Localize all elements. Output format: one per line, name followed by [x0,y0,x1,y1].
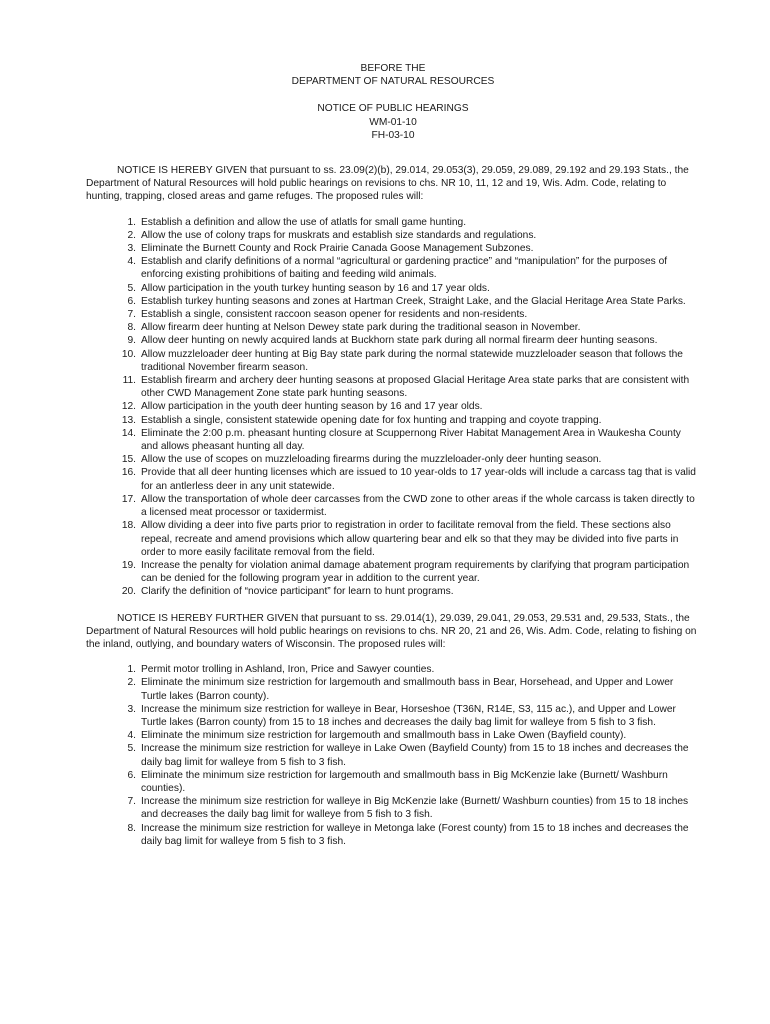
section1-item-number: 18. [121,520,136,532]
section1-item-text: Increase the penalty for violation animal damage abatement program requirements by clarifying that program participation can be denied for the following program year in addition to the current year. [141,559,690,585]
section2-item-text: Increase the minimum size restriction for walleye in Metonga lake (Forest county) from 15 to 18 inches and decreases the daily bag limit for walleye from 5 fish to 3 fish. [141,822,689,847]
section1-item-number: 14. [121,427,136,439]
section2-intro: NOTICE IS HEREBY FURTHER GIVEN that pursuant to ss. 29.014(1), 29.039, 29.041, 29.053, 29.531 and, 29.533, Stats., the Department of Natural Resources will hold public hearings on revisions to chs. NR 20, 21 and 26, Wis. Adm. Code, relating to fishing on the inland, outlying, and boundary waters of Wisconsin. The proposed rules will: [86,612,697,650]
section2-item-number: 2. [127,677,136,689]
section1-item [86,334,700,347]
section1-item-number: 15. [121,454,136,466]
section1-item [86,374,700,400]
section1-item-number: 7. [127,309,136,321]
section2-item-text: Permit motor trolling in Ashland, Iron, Price and Sawyer counties. [141,664,435,676]
section1-item-number: 9. [127,335,136,347]
section2-item-number: 1. [127,664,136,676]
section1-item-text: Allow participation in the youth turkey hunting season by 16 and 17 year olds. [141,282,490,294]
heading-docket-fh: FH-03-10 [371,129,415,141]
section2-item-text: Eliminate the minimum size restriction for largemouth and smallmouth bass in Big McKenzie lake (Burnett/ Washburn counties). [141,769,668,794]
heading-docket-wm: WM-01-10 [369,116,417,128]
section1-item [86,453,700,466]
section1-item-number: 5. [127,282,136,294]
section1-item-text: Allow deer hunting on newly acquired lands at Buckhorn state park during all normal firearm deer hunting seasons. [141,335,658,347]
section1-item-number: 3. [127,243,136,255]
section1-item [86,308,700,321]
section2-item [86,729,700,742]
section1-item [86,229,700,242]
section2-item [86,742,700,768]
section2-item-number: 3. [127,703,136,715]
section2-item-text: Eliminate the minimum size restriction for largemouth and smallmouth bass in Bear, Horsehead, and Upper and Lower Turtle lakes (Barron county). [141,677,674,702]
section1-item-number: 1. [127,216,136,228]
section2-item-number: 5. [127,743,136,755]
section1-item-number: 4. [127,256,136,268]
section1-item [86,255,700,281]
section2-item [86,769,700,795]
section1-item [86,321,700,334]
section2-item-number: 6. [127,769,136,781]
section2-item-text: Increase the minimum size restriction for walleye in Lake Owen (Bayfield County) from 15 to 18 inches and decreases the daily bag limit for walleye from 5 fish to 3 fish. [141,743,689,768]
section1-item-text: Establish a definition and allow the use of atlatls for small game hunting. [141,216,467,228]
section1-item [86,493,700,519]
section1-item-text: Allow dividing a deer into five parts prior to registration in order to facilitate removal from the field. These sections also repeal, recreate and amend provisions which allow quartering bear and elk so that they may be divided into five parts in order to more easily facilitate removal from the field. [141,520,679,558]
heading-before-the: BEFORE THE [360,63,426,74]
section1-item [86,295,700,308]
section1-item-number: 6. [127,295,136,307]
section2-item [86,663,700,676]
section1-item-number: 11. [122,375,136,387]
section1-item-number: 16. [121,467,136,479]
section1-item-text: Eliminate the 2:00 p.m. pheasant hunting closure at Scuppernong River Habitat Management Area in Waukesha County and allows pheasant hunting all day. [141,427,681,453]
section1-item-text: Establish a single, consistent statewide opening date for fox hunting and trapping and coyote trapping. [141,414,602,426]
section2-item-number: 8. [127,822,136,834]
section2-rule-list [86,663,700,848]
section1-item [86,348,700,374]
section2-item-text: Increase the minimum size restriction for walleye in Big McKenzie lake (Burnett/ Washburn counties) from 15 to 18 inches and decreases the daily bag limit for walleye from 5 fish to 3 fish. [141,796,689,821]
section1-item [86,559,700,585]
section1-item-number: 13. [121,414,136,426]
section1-item-text: Establish a single, consistent raccoon season opener for residents and non-residents. [141,309,528,321]
section1-item-number: 17. [121,493,136,505]
section1-item-text: Allow participation in the youth deer hunting season by 16 and 17 year olds. [141,401,483,413]
section2-item-number: 4. [127,730,136,742]
section1-item-text: Eliminate the Burnett County and Rock Prairie Canada Goose Management Subzones. [141,243,534,255]
section1-item-text: Provide that all deer hunting licenses which are issued to 10 year-olds to 17 year-olds will include a carcass tag that is valid for an antlerless deer in any unit statewide. [141,467,696,492]
section1-item-number: 8. [127,322,136,334]
section1-item-number: 20. [121,586,136,598]
section1-item [86,216,700,229]
section1-item-text: Allow the use of colony traps for muskrats and establish size standards and regulations. [141,229,537,241]
section2-item-text: Eliminate the minimum size restriction for largemouth and smallmouth bass in Lake Owen (Bayfield county). [141,730,627,742]
section1-item-text: Allow firearm deer hunting at Nelson Dewey state park during the traditional season in November. [141,322,581,334]
section1-item [86,414,700,427]
section1-item [86,585,700,598]
section1-item-text: Establish and clarify definitions of a normal “agricultural or gardening practice” and “manipulation” for the purposes of enforcing existing prohibitions of baiting and feeding wild animals. [141,256,668,281]
section1-item-number: 10. [121,348,136,360]
section1-item [86,519,700,559]
section1-intro: NOTICE IS HEREBY GIVEN that pursuant to ss. 23.09(2)(b), 29.014, 29.053(3), 29.059, 29.089, 29.192 and 29.193 Stats., the Department of Natural Resources will hold public hearings on revisions to chs. NR 10, 11, 12 and 19, Wis. Adm. Code, relating to hunting, trapping, closed areas and game refuges. The proposed rules will: [86,165,689,203]
section2-item [86,822,700,848]
section2-item-text: Increase the minimum size restriction for walleye in Bear, Horseshoe (T36N, R14E, S3, 115 ac.), and Upper and Lower Turtle lakes (Barron county) from 15 to 18 inches and decreases the daily bag limit for walleye from 5 fish to 3 fish. [141,703,676,728]
section1-item [86,242,700,255]
section2-item [86,795,700,821]
section1-item-text: Establish firearm and archery deer hunting seasons at proposed Glacial Heritage Area state parks that are consistent with other CWD Management Zone state park hunting seasons. [141,375,690,400]
section1-item-text: Establish turkey hunting seasons and zones at Hartman Creek, Straight Lake, and the Glacial Heritage Area State Parks. [141,295,686,307]
section1-item [86,427,700,453]
section1-item-text: Clarify the definition of “novice participant” for learn to hunt programs. [141,586,454,598]
document-heading [86,62,700,142]
section1-item-number: 2. [127,229,136,241]
section1-item [86,466,700,492]
section2-item-number: 7. [127,796,136,808]
section1-item [86,400,700,413]
section2-item [86,676,700,702]
section1-item [86,282,700,295]
heading-department: DEPARTMENT OF NATURAL RESOURCES [291,76,495,88]
heading-notice-title: NOTICE OF PUBLIC HEARINGS [317,103,469,115]
section2-item [86,703,700,729]
section1-item-number: 12. [121,401,136,413]
section1-item-number: 19. [121,559,136,571]
section1-rule-list [86,216,700,599]
section1-item-text: Allow muzzleloader deer hunting at Big Bay state park during the normal statewide muzzleloader season that follows the traditional November firearm season. [141,348,683,373]
section1-item-text: Allow the transportation of whole deer carcasses from the CWD zone to other areas if the whole carcass is taken directly to a licensed meat processor or taxidermist. [141,493,695,519]
section1-item-text: Allow the use of scopes on muzzleloading firearms during the muzzleloader-only deer hunting season. [141,454,602,466]
notice-document [86,62,700,848]
